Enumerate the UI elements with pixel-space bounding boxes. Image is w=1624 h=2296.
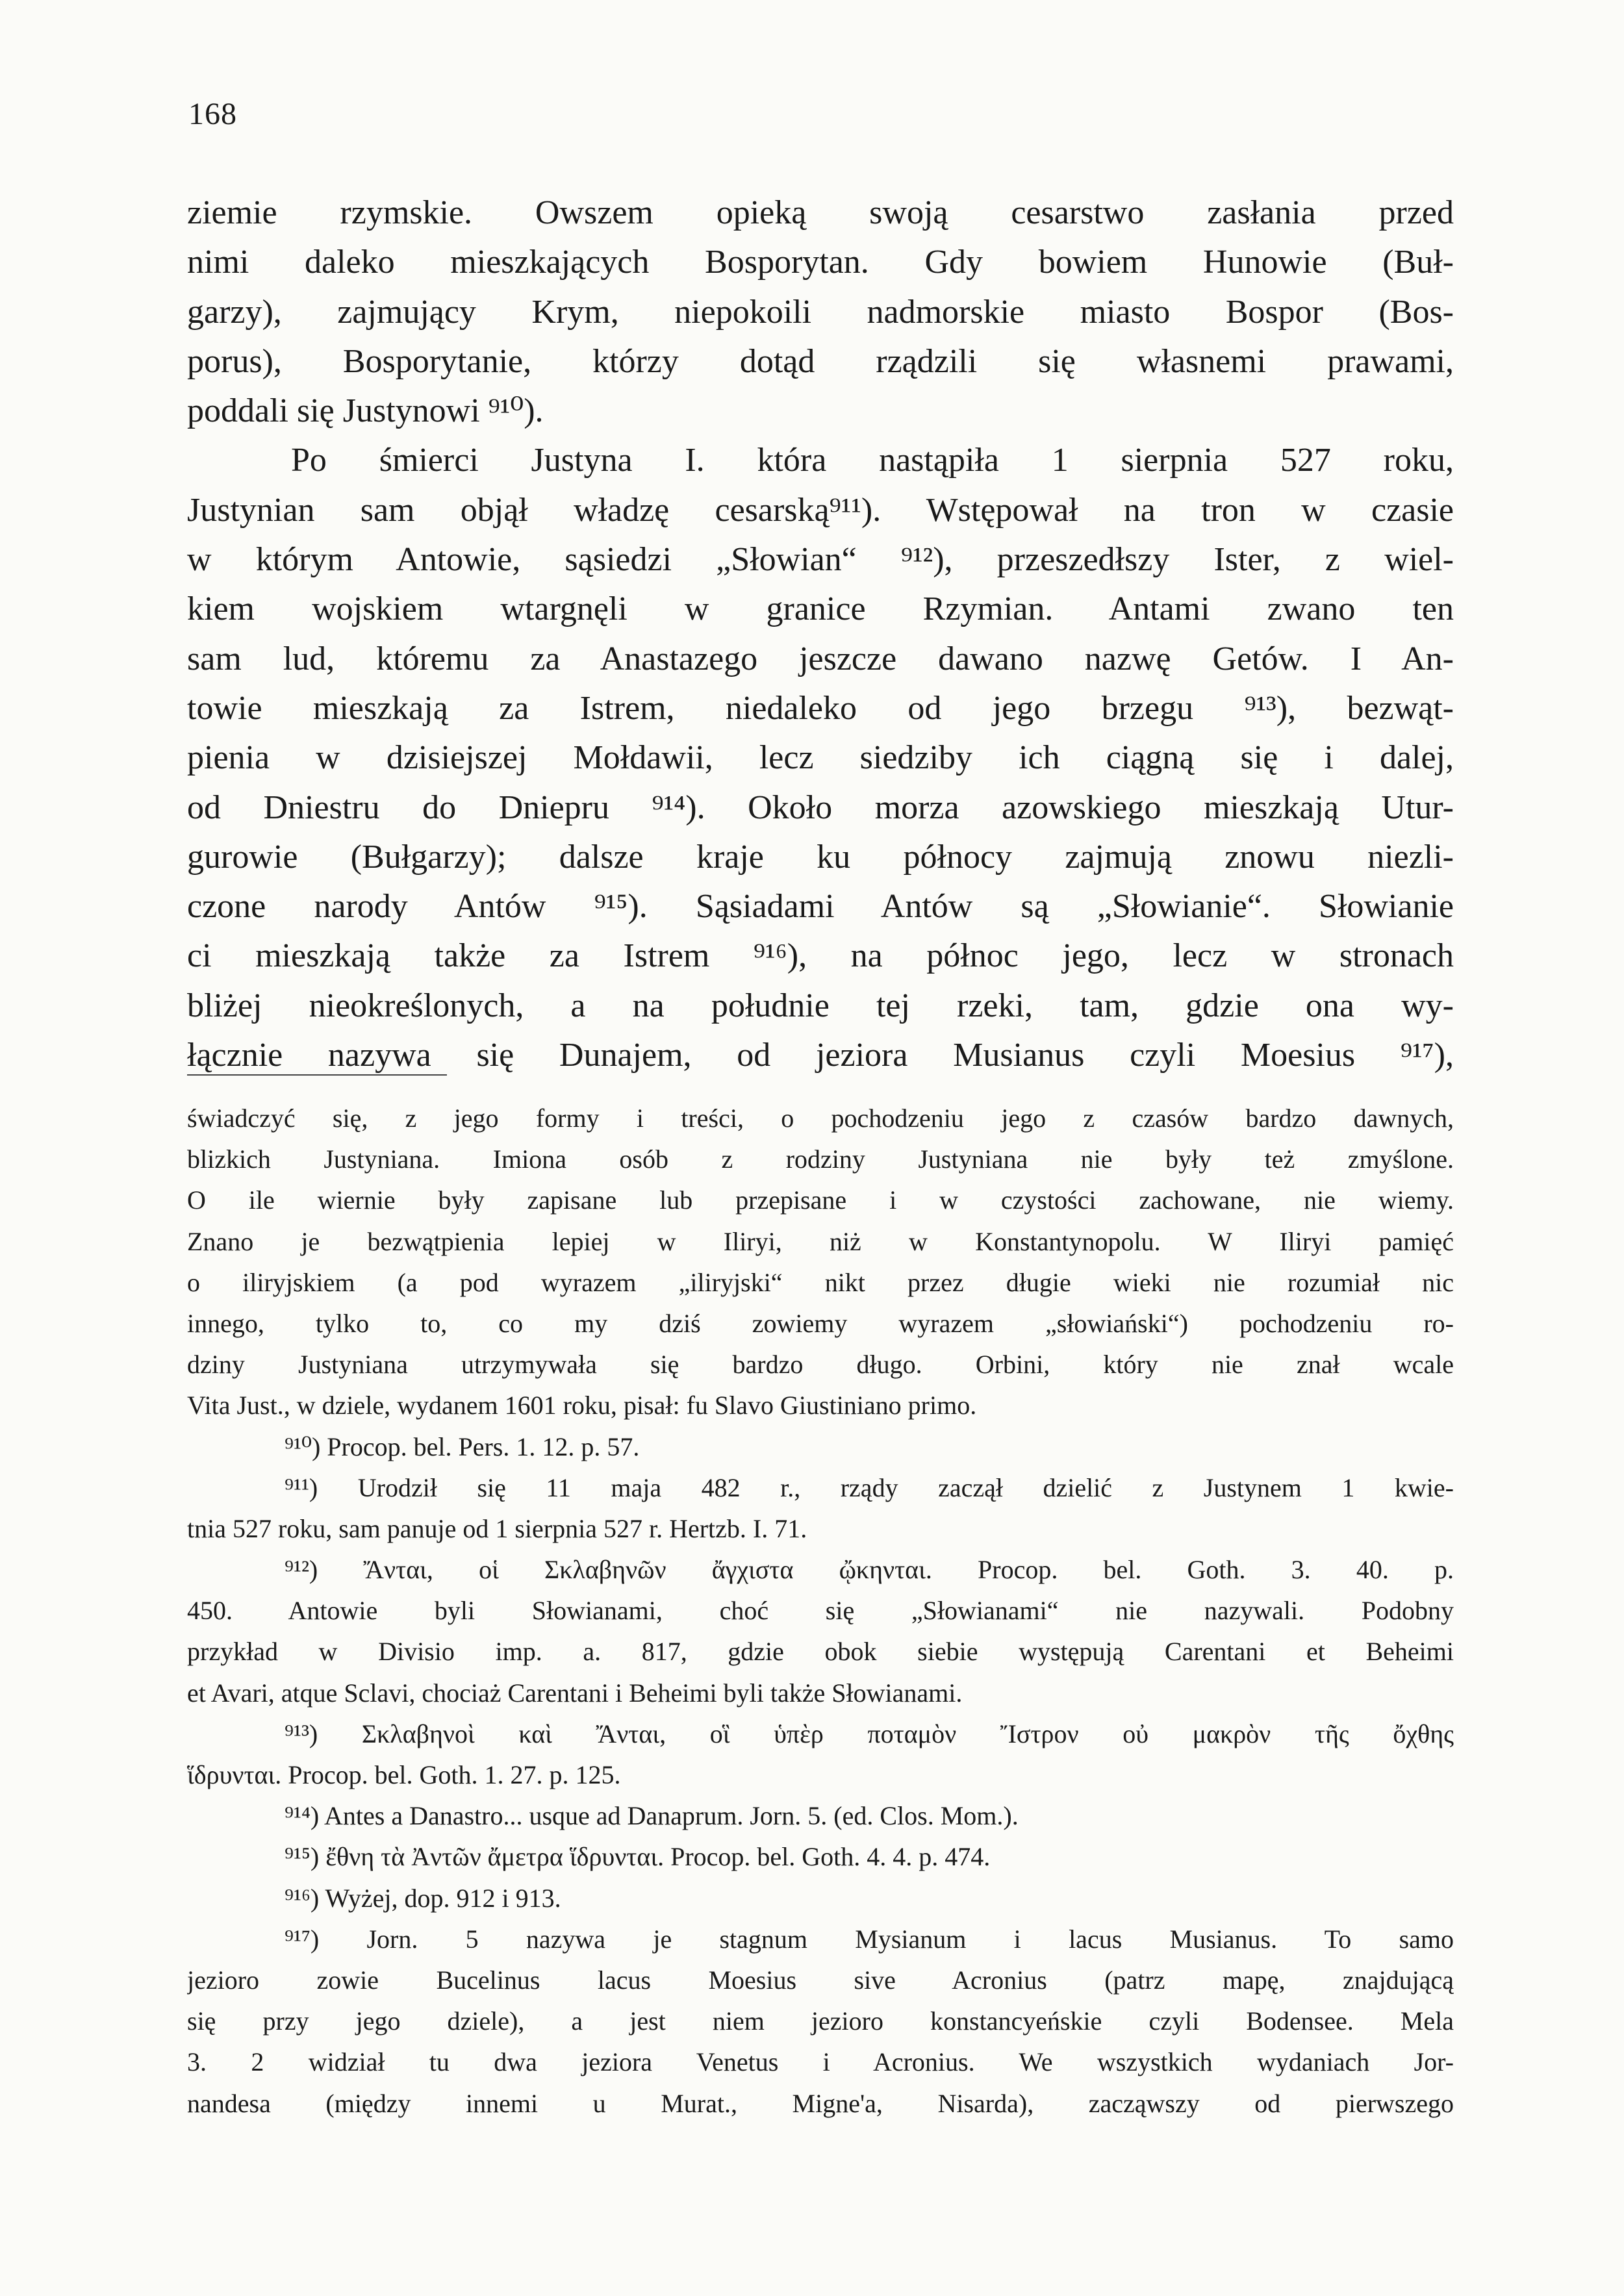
- footnote-line: świadczyć się, z jego formy i treści, o pochodzeniu jego z czasów bardzo dawnych,: [187, 1104, 1454, 1133]
- main-line: od Dniestru do Dniepru ⁹¹⁴). Około morza azowskiego mieszkają Utur-: [187, 788, 1454, 826]
- footnotes: [187, 1098, 1454, 2124]
- footnote-line: et Avari, atque Sclavi, chociaż Carentani i Beheimi byli także Słowianami.: [187, 1678, 963, 1708]
- footnote-916: ⁹¹⁶) Wyżej, dop. 912 i 913.: [285, 1883, 561, 1913]
- footnote-line: 450. Antowie byli Słowianami, choć się „Słowianami“ nie nazywali. Podobny: [187, 1596, 1454, 1626]
- main-line: porus), Bosporytanie, którzy dotąd rządzili się własnemi prawami,: [187, 342, 1454, 380]
- main-line: garzy), zajmujący Krym, niepokoili nadmorskie miasto Bospor (Bos-: [187, 293, 1454, 331]
- main-line: sam lud, któremu za Anastazego jeszcze dawano nazwę Getów. I An-: [187, 640, 1454, 677]
- main-line: nimi daleko mieszkających Bosporytan. Gdy bowiem Hunowie (Buł-: [187, 244, 1454, 281]
- footnote-divider: [187, 1074, 447, 1076]
- footnote-914: ⁹¹⁴) Antes a Danastro... usque ad Danaprum. Jorn. 5. (ed. Clos. Mom.).: [285, 1801, 1019, 1831]
- main-line: bliżej nieokreślonych, a na południe tej rzeki, tam, gdzie ona wy-: [187, 987, 1454, 1024]
- main-line: Po śmierci Justyna I. która nastąpiła 1 sierpnia 527 roku,: [291, 442, 1454, 479]
- footnote-line: tnia 527 roku, sam panuje od 1 sierpnia 527 r. Hertzb. I. 71.: [187, 1513, 807, 1543]
- main-line: w którym Antowie, sąsiedzi „Słowian“ ⁹¹²), przeszedłszy Ister, z wiel-: [187, 541, 1454, 579]
- footnote-line: Vita Just., w dziele, wydanem 1601 roku, pisał: fu Slavo Giustiniano primo.: [187, 1391, 977, 1420]
- main-line: łącznie nazywa się Dunajem, od jeziora Musianus czyli Moesius ⁹¹⁷),: [187, 1037, 1454, 1074]
- main-line: ci mieszkają także za Istrem ⁹¹⁶), na północ jego, lecz w stronach: [187, 937, 1454, 975]
- main-line: towie mieszkają za Istrem, niedaleko od jego brzegu ⁹¹³), bezwąt-: [187, 689, 1454, 727]
- footnote-line: nandesa (między innemi u Murat., Migne'a, Nisarda), zacząwszy od pierwszego: [187, 2088, 1454, 2118]
- footnote-line: przykład w Divisio imp. a. 817, gdzie obok siebie występują Carentani et Beheimi: [187, 1637, 1454, 1667]
- main-text: [187, 188, 1454, 1080]
- footnote-911: ⁹¹¹) Urodził się 11 maja 482 r., rządy zaczął dzielić z Justynem 1 kwie-: [285, 1472, 1454, 1502]
- footnote-line: O ile wiernie były zapisane lub przepisane i w czystości zachowane, nie wiemy.: [187, 1185, 1454, 1215]
- footnote-913: ⁹¹³) Σκλαβηνοὶ καὶ Ἄνται, οἳ ὑπὲρ ποταμὸν Ἴστρον οὐ μακρὸν τῆς ὄχθης: [285, 1719, 1454, 1748]
- footnote-line: innego, tylko to, co my dziś zowiemy wyrazem „słowiański“) pochodzeniu ro-: [187, 1308, 1454, 1338]
- footnote-912: ⁹¹²) Ἄνται, οἱ Σκλαβηνῶν ἄγχιστα ᾤκηνται. Procop. bel. Goth. 3. 40. p.: [285, 1555, 1454, 1585]
- footnote-line: 3. 2 widział tu dwa jeziora Venetus i Acronius. We wszystkich wydaniach Jor-: [187, 2047, 1454, 2077]
- footnote-line: jezioro zowie Bucelinus lacus Moesius sive Acronius (patrz mapę, znajdującą: [187, 1965, 1454, 1995]
- main-line: ziemie rzymskie. Owszem opieką swoją cesarstwo zasłania przed: [187, 194, 1454, 231]
- main-line: pienia w dzisiejszej Mołdawii, lecz siedziby ich ciągną się i dalej,: [187, 739, 1454, 777]
- footnote-915: ⁹¹⁵) ἔθνη τὰ Ἀντῶν ἄμετρα ἵδρυνται. Procop. bel. Goth. 4. 4. p. 474.: [285, 1842, 991, 1872]
- footnote-line: się przy jego dziele), a jest niem jezioro konstancyeńskie czyli Bodensee. Mela: [187, 2006, 1454, 2036]
- footnote-910: ⁹¹⁰) Procop. bel. Pers. 1. 12. p. 57.: [285, 1432, 640, 1461]
- footnote-line: o iliryjskiem (a pod wyrazem „iliryjski“ nikt przez długie wieki nie rozumiał nic: [187, 1267, 1454, 1297]
- main-line: czone narody Antów ⁹¹⁵). Sąsiadami Antów są „Słowianie“. Słowianie: [187, 888, 1454, 926]
- main-line: kiem wojskiem wtargnęli w granice Rzymian. Antami zwano ten: [187, 590, 1454, 628]
- footnote-917: ⁹¹⁷) Jorn. 5 nazywa je stagnum Mysianum i lacus Musianus. To samo: [285, 1924, 1454, 1954]
- main-line: poddali się Justynowi ⁹¹⁰).: [187, 392, 544, 430]
- footnote-line: blizkich Justyniana. Imiona osób z rodziny Justyniana nie były też zmyślone.: [187, 1144, 1454, 1174]
- footnote-line: ἵδρυνται. Procop. bel. Goth. 1. 27. p. 125.: [187, 1760, 621, 1789]
- page-number: 168: [188, 97, 237, 131]
- footnote-line: dziny Justyniana utrzymywała się bardzo długo. Orbini, który nie znał wcale: [187, 1350, 1454, 1380]
- footnote-line: Znano je bezwątpienia lepiej w Iliryi, niż w Konstantynopolu. W Iliryi pamięć: [187, 1226, 1454, 1256]
- main-line: gurowie (Bułgarzy); dalsze kraje ku północy zajmują znowu niezli-: [187, 838, 1454, 876]
- main-line: Justynian sam objął władzę cesarską⁹¹¹). Wstępował na tron w czasie: [187, 491, 1454, 529]
